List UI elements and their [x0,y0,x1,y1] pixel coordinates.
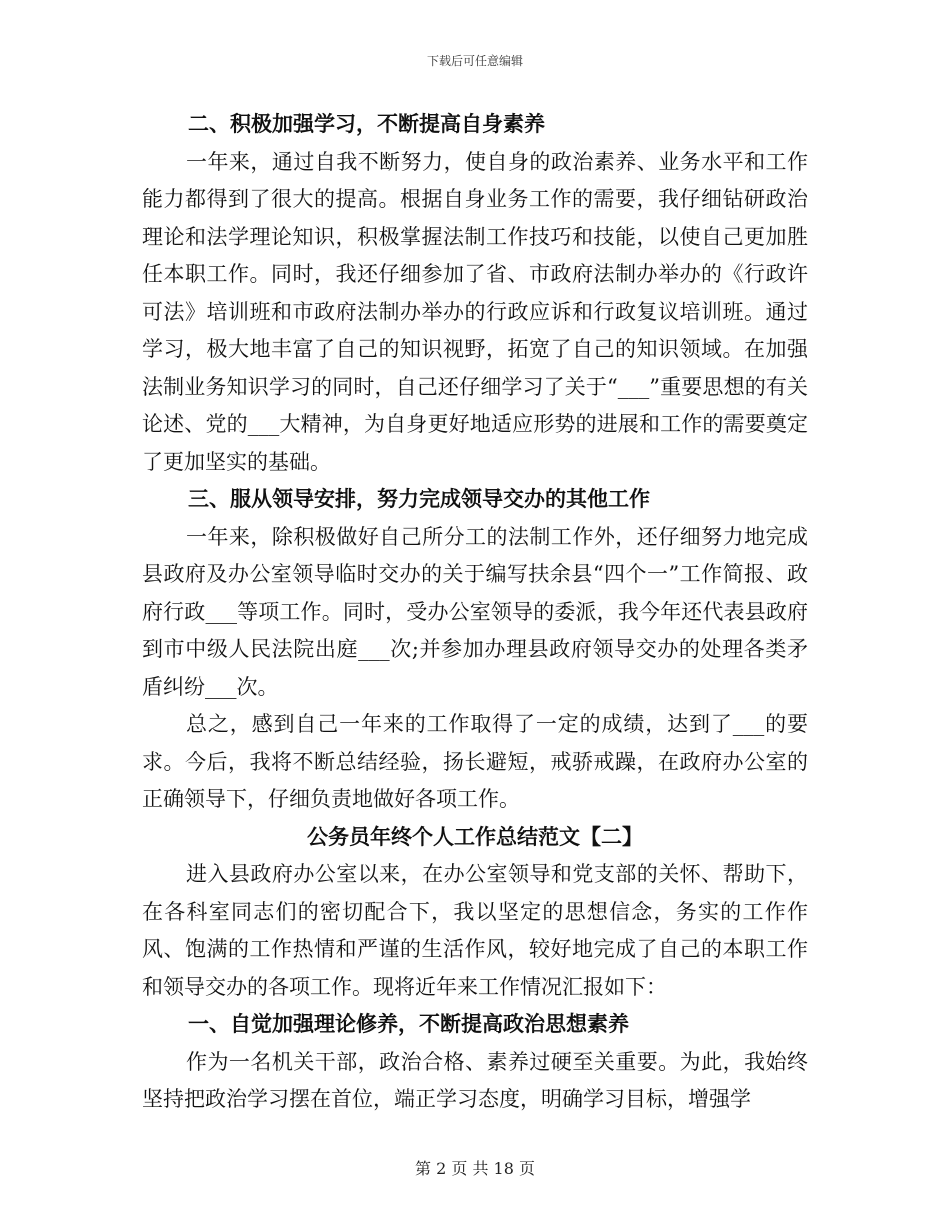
body-paragraph: 一年来，通过自我不断努力，使自身的政治素养、业务水平和工作能力都得到了很大的提高。根据自身业务工作的需要，我仔细钻研政治理论和法学理论知识，积极掌握法制工作技巧和技能，以使自己更加胜任本职工作。同时，我还仔细参加了省、市政府法制办举办的《行政许可法》培训班和市政府法制办举办的行政应诉和行政复议培训班。通过学习，极大地丰富了自己的知识视野，拓宽了自己的知识领域。在加强法制业务知识学习的同时，自己还仔细学习了关于“___”重要思想的有关论述、党的___大精神，为自身更好地适应形势的进展和工作的需要奠定了更加坚实的基础。 [142,149,808,474]
body-paragraph: 一年来，除积极做好自己所分工的法制工作外，还仔细努力地完成县政府及办公室领导临时交办的关于编写扶余县“四个一”工作简报、政府行政___等项工作。同时，受办公室领导的委派，我今年还代表县政府到市中级人民法院出庭___次;并参加办理县政府领导交办的处理各类矛盾纠纷___次。 [142,524,808,699]
section-heading: 一、自觉加强理论修养，不断提高政治思想素养 [188,1012,629,1036]
page-header-note: 下载后可任意编辑 [426,54,523,68]
intro-paragraph: 进入县政府办公室以来，在办公室领导和党支部的关怀、帮助下，在各科室同志们的密切配合下，我以坚定的思想信念，务实的工作作风、饱满的工作热情和严谨的生活作风，较好地完成了自己的本职工作和领导交办的各项工作。现将近年来工作情况汇报如下： [142,862,808,999]
page-number: 第 2 页 共 18 页 [415,1159,535,1178]
section-heading: 二、积极加强学习，不断提高自身素养 [188,112,545,136]
section-heading: 三、服从领导安排，努力完成领导交办的其他工作 [188,487,650,511]
body-paragraph: 作为一名机关干部，政治合格、素养过硬至关重要。为此，我始终坚持把政治学习摆在首位，端正学习态度，明确学习目标，增强学 [142,1049,808,1111]
summary-paragraph: 总之，感到自己一年来的工作取得了一定的成绩，达到了___的要求。今后，我将不断总结经验，扬长避短，戒骄戒躁，在政府办公室的正确领导下，仔细负责地做好各项工作。 [142,712,808,811]
document-body [142,106,808,1119]
document-title: 公务员年终个人工作总结范文【二】 [307,824,643,849]
